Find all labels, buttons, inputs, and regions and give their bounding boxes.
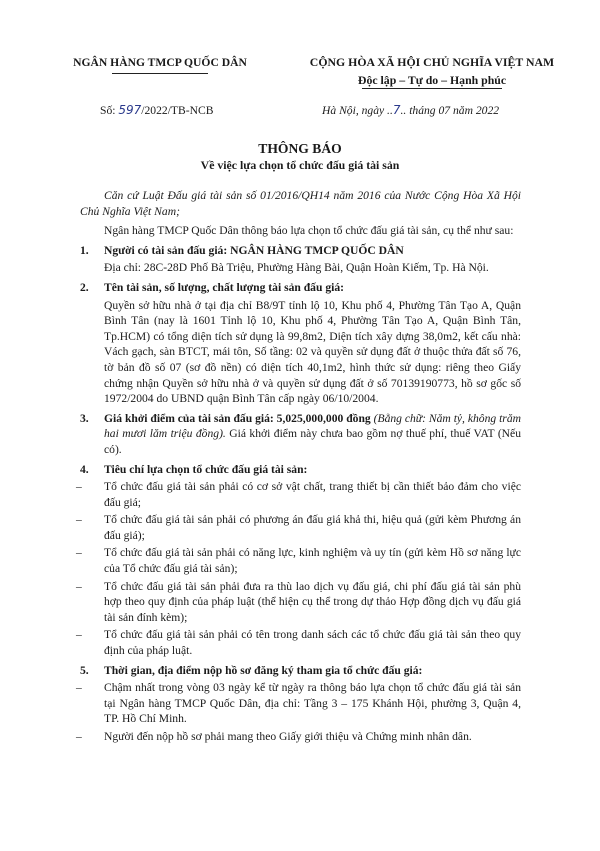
submission-text: Người đến nộp hồ sơ phải mang theo Giấy giới thiệu và Chứng minh nhân dân. <box>104 730 472 743</box>
section-2 <box>80 280 521 407</box>
doc-number-handwritten: 597 <box>118 103 142 117</box>
dash-bullet: – <box>76 480 82 494</box>
legal-basis: Căn cứ Luật Đấu giá tài sản số 01/2016/QH14 năm 2016 của Nước Cộng Hòa Xã Hội Chủ Nghĩa Việt Nam; <box>80 189 521 218</box>
criteria-item <box>76 579 521 626</box>
submission-item <box>76 680 521 727</box>
national-motto: Độc lập – Tự do – Hạnh phúc <box>357 72 507 87</box>
section-5 <box>80 663 521 679</box>
starting-price-words: (Bằng chữ: Năm tỷ, không trăm hai mươi lăm triệu đồng). <box>104 411 521 441</box>
document-number <box>100 103 213 119</box>
dash-bullet: – <box>76 730 82 743</box>
date-handwritten-day: 7 <box>392 103 401 117</box>
dash-bullet: – <box>76 628 82 642</box>
criteria-item <box>76 545 521 576</box>
section-3 <box>80 411 521 458</box>
dash-bullet: – <box>76 579 82 593</box>
section-1 <box>80 243 521 276</box>
section-1-heading: Người có tài sản đấu giá: NGÂN HÀNG TMCP QUỐC DÂN <box>104 243 404 257</box>
asset-description: Quyền sở hữu nhà ở tại địa chỉ B8/9T tỉnh lộ 10, Khu phố 4, Phường Tân Tạo A, Quận Bình Tân (nay là 1601 Tỉnh lộ 10, Khu phố 4, Phường Tân Tạo A, Quận Bình Tân, Tp.HCM) có tổng diện tích sử dụng là 99,8m2, Diện tích xây dựng 38,0m2, kết cấu nhà: Vách gạch, sàn BTCT, mái tôn, Số tầng: 02 và quyền sử dụng đất ở thuộc thửa đất số 76, tờ bản đồ số 07 (sơ đồ nền) có diện tích 40,1m2, hình thức sử dụng: riêng theo Giấy chứng nhận Quyền sở hữu nhà ở và quyền sử dụng đất ở số 70139190773, hồ sơ gốc số 1972/2004 do UBND quận Bình Tân cấp ngày 06/10/2004. <box>104 298 521 406</box>
criteria-item <box>76 627 521 658</box>
section-2-heading: Tên tài sản, số lượng, chất lượng tài sản đấu giá: <box>104 280 344 294</box>
criteria-item <box>76 479 521 510</box>
section-3-number: 3. <box>80 411 89 425</box>
criteria-text: Tổ chức đấu giá tài sản phải có năng lực, kinh nghiệm và uy tín (gửi kèm Hồ sơ năng lực của Tổ chức đấu giá tài sản); <box>104 546 521 576</box>
document-body <box>76 188 521 747</box>
dash-bullet: – <box>76 546 82 560</box>
section-4-heading: Tiêu chí lựa chọn tổ chức đấu giá tài sản: <box>104 462 308 476</box>
issuer-underline <box>112 73 208 74</box>
section-2-number: 2. <box>80 280 89 294</box>
issue-date <box>322 103 499 119</box>
country-name: CỘNG HÒA XÃ HỘI CHỦ NGHĨA VIỆT NAM <box>309 55 555 69</box>
submission-item <box>76 729 521 745</box>
doc-number-suffix: /2022/TB-NCB <box>141 104 214 117</box>
section-4-number: 4. <box>80 462 89 476</box>
criteria-text: Tổ chức đấu giá tài sản phải đưa ra thù lao dịch vụ đấu giá, chi phí đấu giá tài sản phù hợp theo quy định của pháp luật (thể hiện cụ thể trong dự thảo Hợp đồng dịch vụ đấu giá tài sản đính kèm); <box>104 579 521 624</box>
issuer-name: NGÂN HÀNG TMCP QUỐC DÂN <box>73 56 247 69</box>
dash-bullet: – <box>76 681 82 695</box>
starting-price-note: Giá khởi điểm này chưa bao gồm nợ thuế phí, thuế VAT (Nếu có). <box>104 427 521 456</box>
criteria-text: Tổ chức đấu giá tài sản phải có cơ sở vật chất, trang thiết bị cần thiết bảo đảm cho việc đấu giá; <box>104 480 521 509</box>
submission-text: Chậm nhất trong vòng 03 ngày kể từ ngày ra thông báo lựa chọn tổ chức đấu giá tài sản tại Ngân hàng TMCP Quốc Dân, địa chỉ: Tầng 3 – 175 Khánh Hội, phường 3, Quận 4, TP. Hồ Chí Minh. <box>104 681 521 726</box>
criteria-text: Tổ chức đấu giá tài sản phải có phương án đấu giá khả thi, hiệu quả (gửi kèm Phương án đấu giá); <box>104 513 521 542</box>
doc-number-prefix: Số: <box>100 104 119 117</box>
date-prefix: Hà Nội, ngày .. <box>322 104 393 117</box>
document-subtitle: Về việc lựa chọn tổ chức đấu giá tài sản <box>200 158 400 172</box>
section-1-number: 1. <box>80 243 89 257</box>
section-5-number: 5. <box>80 663 89 677</box>
date-suffix: .. tháng 07 năm 2022 <box>400 104 500 117</box>
national-header <box>282 55 582 88</box>
dash-bullet: – <box>76 513 82 527</box>
criteria-text: Tổ chức đấu giá tài sản phải có tên trong danh sách các tổ chức đấu giá tài sản theo quy định của pháp luật. <box>104 628 521 658</box>
motto-underline <box>362 88 502 89</box>
document-title: THÔNG BÁO <box>258 141 342 156</box>
criteria-item <box>76 512 521 543</box>
announcement-intro: Ngân hàng TMCP Quốc Dân thông báo lựa chọn tổ chức đấu giá tài sản, cụ thể như sau: <box>104 224 514 238</box>
section-5-heading: Thời gian, địa điểm nộp hồ sơ đăng ký tham gia tổ chức đấu giá: <box>104 663 423 677</box>
starting-price <box>104 411 521 458</box>
section-4 <box>80 462 521 478</box>
starting-price-heading: Giá khởi điểm của tài sản đấu giá: 5,025,000,000 đồng <box>104 411 371 425</box>
owner-address: Địa chỉ: 28C-28D Phố Bà Triệu, Phường Hàng Bài, Quận Hoàn Kiếm, Tp. Hà Nội. <box>104 261 489 275</box>
